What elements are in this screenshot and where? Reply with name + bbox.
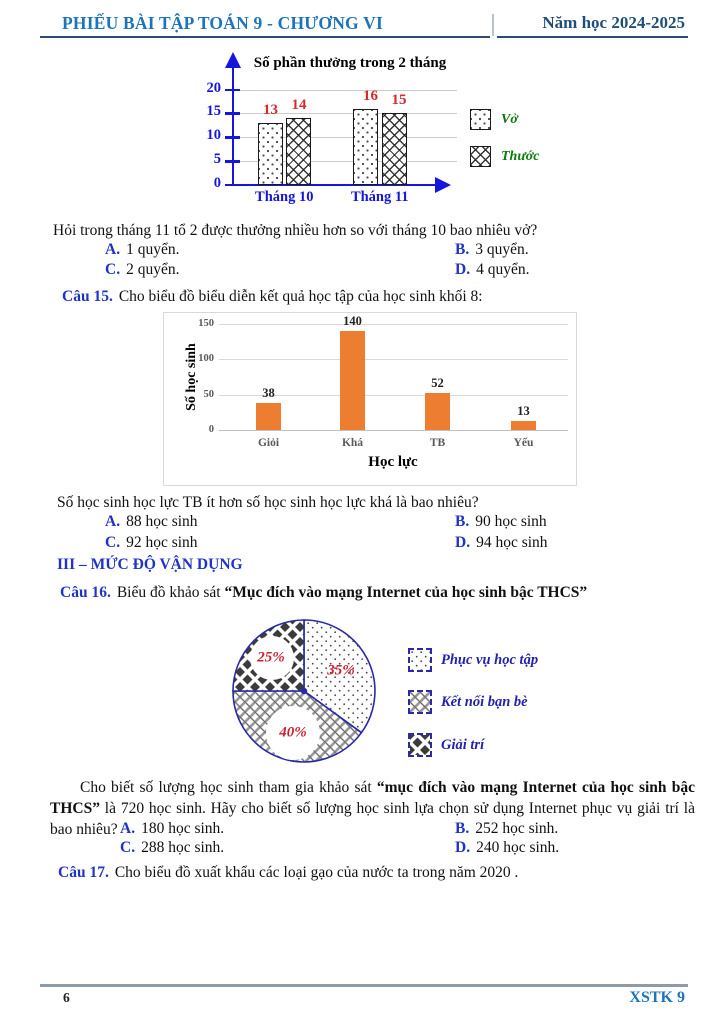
y-axis xyxy=(232,67,234,186)
header-rule-left xyxy=(40,36,490,38)
category-label: TB xyxy=(429,437,446,449)
cau17-heading xyxy=(58,864,518,882)
cau17-label: Câu 17. xyxy=(58,864,109,881)
legend-swatch-dots-icon xyxy=(408,648,432,672)
category-label: Tháng 11 xyxy=(350,189,409,205)
pie-center-dot-icon xyxy=(301,688,307,694)
header-title: PHIẾU BÀI TẬP TOÁN 9 - CHƯƠNG VI xyxy=(62,13,383,33)
bar-value-label: 38 xyxy=(262,386,275,401)
bar-value-label: 13 xyxy=(517,403,530,418)
option-text: 1 quyển. xyxy=(126,241,180,258)
cau15-option-a xyxy=(105,513,198,531)
option-letter: B. xyxy=(455,820,470,837)
option-text: 252 học sinh. xyxy=(475,820,559,837)
cau16-label: Câu 16. xyxy=(60,584,111,601)
y-tick-label: 5 xyxy=(213,151,221,168)
option-letter: C. xyxy=(120,839,136,856)
footer-page-number: 6 xyxy=(63,990,70,1005)
option-letter: D. xyxy=(455,839,471,856)
y-tick-label: 15 xyxy=(206,103,221,120)
pie-value-label: 40% xyxy=(279,724,307,741)
option-text: 3 quyển. xyxy=(475,241,529,258)
internet-purpose-pie-chart xyxy=(225,612,575,777)
cau15-question: Số học sinh học lực TB ít hơn số học sinh học lực khá là bao nhiêu? xyxy=(57,494,479,511)
option-letter: D. xyxy=(455,261,471,278)
bar-value-label: 140 xyxy=(343,314,362,329)
bar-Khá xyxy=(340,331,365,430)
option-letter: C. xyxy=(105,261,121,278)
cau16-para-prefix: Cho biết số lượng học sinh tham gia khảo sát xyxy=(80,779,377,796)
gridline xyxy=(219,324,568,325)
option-letter: C. xyxy=(105,534,121,551)
bar-vo-thang10 xyxy=(258,123,283,185)
cau16-intro-bold: “Mục đích vào mạng Internet của học sinh bậc THCS” xyxy=(224,584,588,601)
q14-question: Hỏi trong tháng 11 tổ 2 được thưởng nhiều hơn so với tháng 10 bao nhiêu vở? xyxy=(53,222,538,239)
q14-option-b xyxy=(455,241,529,259)
category-label: Tháng 10 xyxy=(255,189,314,205)
bar-value-label: 13 xyxy=(263,101,278,118)
study-result-bar-chart xyxy=(163,312,577,486)
cau16-option-a xyxy=(120,820,224,838)
legend-label: Phục vụ học tập xyxy=(441,651,539,668)
option-letter: A. xyxy=(105,513,121,530)
option-text: 288 học sinh. xyxy=(141,839,225,856)
gridline xyxy=(233,90,457,91)
category-label: Khá xyxy=(341,437,364,449)
option-letter: D. xyxy=(455,534,471,551)
bar-thuoc-thang10 xyxy=(286,118,311,185)
option-text: 2 quyển. xyxy=(126,261,180,278)
bar-TB xyxy=(425,393,450,430)
cau16-option-c xyxy=(120,839,224,857)
cau16-heading xyxy=(60,584,587,602)
chart2-y-axis-title: Số học sinh xyxy=(184,343,199,411)
y-tick-label: 50 xyxy=(203,388,214,400)
option-text: 4 quyển. xyxy=(476,261,530,278)
pie-legend-item-giai-tri xyxy=(408,733,484,757)
legend-swatch-diamond-icon xyxy=(408,733,432,757)
option-text: 88 học sinh xyxy=(126,513,198,530)
category-label: Yếu xyxy=(513,437,534,449)
legend-label: Giải trí xyxy=(441,736,485,753)
option-text: 94 học sinh xyxy=(476,534,548,551)
pie-legend-item-hoc-tap xyxy=(408,648,538,672)
chart2-x-axis-title: Học lực xyxy=(368,454,418,470)
legend-swatch-weave-icon xyxy=(408,690,432,714)
bar-value-label: 16 xyxy=(363,87,378,104)
bar-thuoc-thang11 xyxy=(382,113,407,185)
cau16-option-d xyxy=(455,839,559,857)
pie-value-label: 35% xyxy=(327,662,355,679)
cau15-heading xyxy=(62,288,483,306)
cau15-option-d xyxy=(455,534,548,552)
cau16-intro: Biểu đồ khảo sát xyxy=(116,584,225,601)
pie-value-label: 25% xyxy=(257,649,285,666)
y-tick-label: 0 xyxy=(208,424,214,435)
y-tick-label: 0 xyxy=(213,175,221,191)
gridline xyxy=(219,359,568,360)
option-letter: B. xyxy=(455,241,470,258)
bar-vo-thang11 xyxy=(353,109,378,185)
cau16-para-suffix: là 720 học sinh. Hãy cho biết số lượng học sinh lựa chọn sử dụng Internet phục vụ giải trí là bao nhiêu? xyxy=(50,799,695,838)
chart1-legend-item-thuoc xyxy=(470,146,539,167)
q14-option-a xyxy=(105,241,179,259)
category-label: Giỏi xyxy=(257,437,280,449)
y-tick-label: 150 xyxy=(198,318,214,330)
y-tick-label: 100 xyxy=(198,353,214,365)
cau17-text: Cho biểu đồ xuất khẩu các loại gạo của nước ta trong năm 2020 . xyxy=(114,864,519,881)
bar-Yếu xyxy=(511,421,536,430)
legend-swatch-dots-icon xyxy=(470,109,491,130)
cau15-intro: Cho biểu đồ biểu diễn kết quả học tập của học sinh khối 8: xyxy=(118,288,483,305)
legend-swatch-hatch-icon xyxy=(470,146,491,167)
header-divider xyxy=(492,14,494,36)
legend-label: Kết nối bạn bè xyxy=(441,693,528,710)
option-letter: A. xyxy=(105,241,121,258)
reward-bar-chart xyxy=(185,55,575,215)
section-heading: III – MỨC ĐỘ VẬN DỤNG xyxy=(57,556,243,573)
bar-value-label: 14 xyxy=(291,97,307,114)
legend-label: Vở xyxy=(501,111,518,127)
y-tick-label: 20 xyxy=(206,79,221,96)
cau15-option-c xyxy=(105,534,198,552)
footer-rule xyxy=(40,984,688,987)
header-rule-right xyxy=(497,36,688,38)
gridline xyxy=(219,430,568,431)
bar-value-label: 15 xyxy=(391,92,407,109)
option-text: 90 học sinh xyxy=(475,513,547,530)
legend-label: Thước xyxy=(501,148,540,164)
cau16-para-bold: “mục đích vào mạng Internet của học sinh bậc THCS” xyxy=(50,779,695,817)
chart1-legend-item-vo xyxy=(470,109,518,130)
option-letter: A. xyxy=(120,820,136,837)
chart1-title: Số phần thưởng trong 2 tháng xyxy=(253,55,447,71)
cau15-option-b xyxy=(455,513,547,531)
y-tick-label: 10 xyxy=(206,127,221,144)
y-axis-arrow-icon xyxy=(225,52,241,68)
pie-legend-item-ban-be xyxy=(408,690,528,714)
cau15-label: Câu 15. xyxy=(62,288,113,305)
footer-label: XSTK 9 xyxy=(629,989,685,1006)
bar-value-label: 52 xyxy=(431,376,444,391)
q14-option-c xyxy=(105,261,179,279)
option-letter: B. xyxy=(455,513,470,530)
pie-chart-svg xyxy=(225,612,385,772)
option-text: 92 học sinh xyxy=(126,534,198,551)
cau16-option-b xyxy=(455,820,558,838)
option-text: 240 học sinh. xyxy=(476,839,560,856)
q14-option-d xyxy=(455,261,529,279)
option-text: 180 học sinh. xyxy=(141,820,225,837)
bar-Giỏi xyxy=(256,403,281,430)
header-school-year: Năm học 2024-2025 xyxy=(542,13,685,32)
